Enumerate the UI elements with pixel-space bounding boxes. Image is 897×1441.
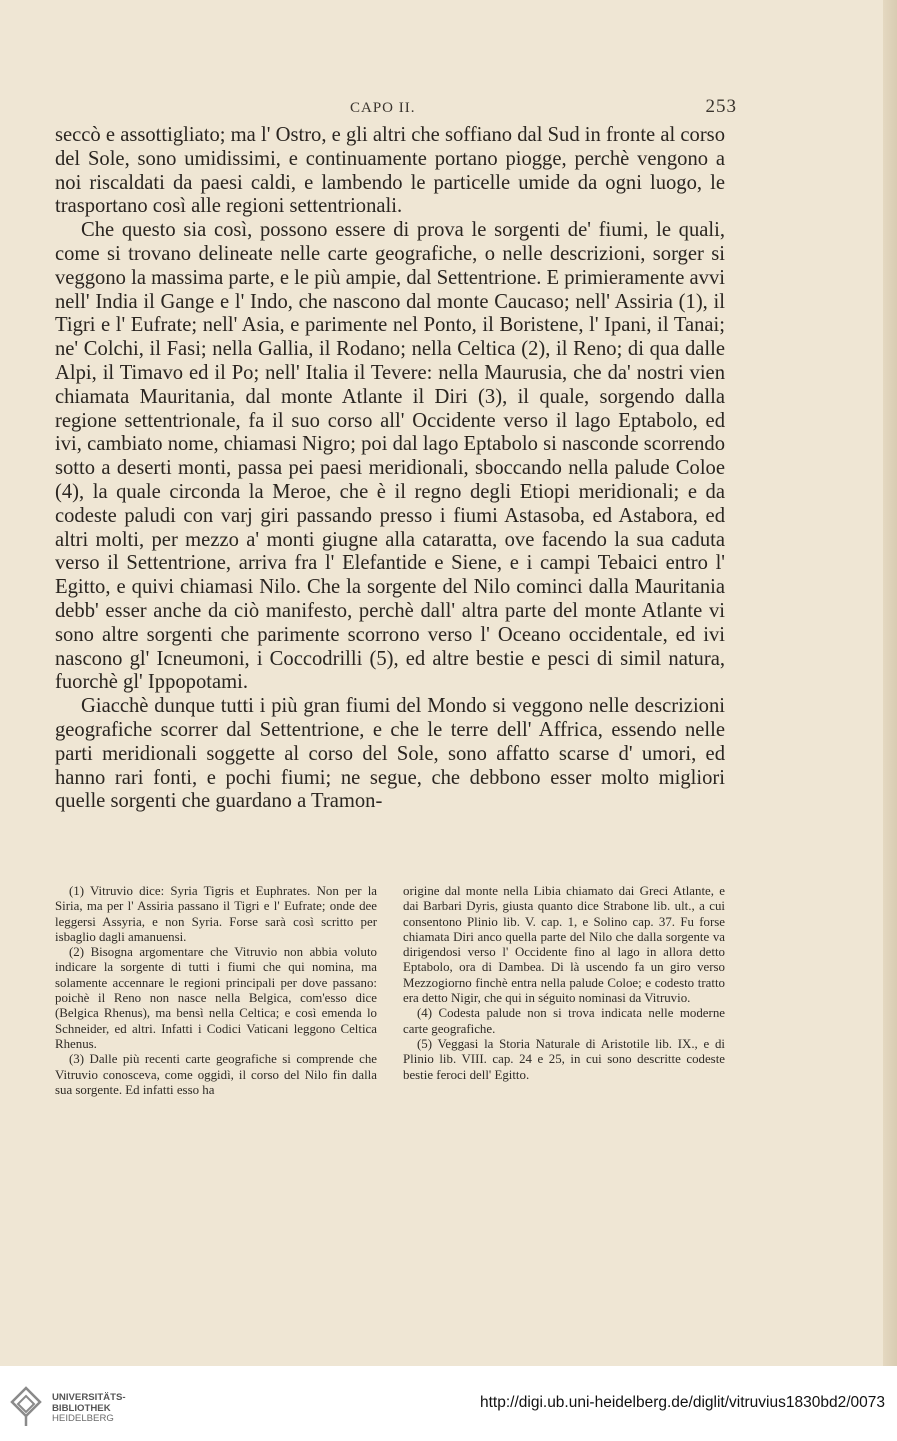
library-name-line: HEIDELBERG bbox=[52, 1413, 114, 1425]
footnotes-right-column bbox=[403, 884, 725, 1098]
paragraph: seccò e assottigliato; ma l' Ostro, e gli altri che soffiano dal Sud in fronte al corso del Sole, sono umidissimi, e continuamente portano piogge, perchè vengono a noi riscaldati da paesi caldi, e lambendo le particelle umide da ogni luogo, le trasportano così alle regioni settentrionali. bbox=[55, 124, 725, 218]
library-name-line: UNIVERSITÄTS- bbox=[52, 1392, 126, 1403]
page-url-link[interactable]: http://digi.ub.uni-heidelberg.de/diglit/vitruvius1830bd2/0073 bbox=[479, 1394, 885, 1411]
heidelberg-library-logo-icon bbox=[10, 1386, 42, 1428]
footer-bar bbox=[0, 1366, 897, 1441]
body-text bbox=[55, 124, 725, 814]
paragraph: Giacchè dunque tutti i più gran fiumi del Mondo si veggono nelle descrizioni geografiche scorrer dal Settentrione, e che le terre dell' Affrica, essendo nelle parti meridionali soggette al corso del Sole, sono affatto scarse d' umori, ed hanno rari fonti, e pochi fiumi; ne segue, che debbono esser molto migliori quelle sorgenti che guardano a Tramon- bbox=[55, 695, 725, 813]
running-head bbox=[0, 96, 897, 124]
footnote: (4) Codesta palude non si trova indicata nelle moderne carte geografiche. bbox=[403, 1006, 725, 1036]
page-edge bbox=[883, 0, 897, 1366]
chapter-title: CAPO II. bbox=[350, 100, 416, 116]
page-number: 253 bbox=[705, 96, 737, 117]
library-name bbox=[52, 1393, 126, 1425]
footnote: (1) Vitruvio dice: Syria Tigris et Euphrates. Non per la Siria, ma per l' Assiria passano il Tigri e l' Eufrate; onde dee leggersi Assyria, e non Syria. Forse sarà così scritto per isbaglio dagli amanuensi. bbox=[55, 884, 377, 944]
footnote: (3) Dalle più recenti carte geografiche si comprende che Vitruvio conosceva, come oggidì, il corso del Nilo fin dalla sua sorgente. Ed infatti esso ha bbox=[55, 1052, 377, 1097]
footnotes bbox=[55, 884, 725, 1098]
library-name-line: BIBLIOTHEK bbox=[52, 1402, 111, 1414]
footnotes-left-column bbox=[55, 884, 377, 1098]
footnote: (2) Bisogna argomentare che Vitruvio non abbia voluto indicare la sorgente di tutti i fiumi che qui nomina, ma solamente accennare le regioni principali per dove passano: poichè il Reno non nasce nella Belgica, com'esso dice (Belgica Rhenus), ma bensì nella Celtica; e così emenda lo Schneider, ed altri. Infatti i Codici Vaticani leggono Celtica Rhenus. bbox=[55, 945, 377, 1051]
footnote: (5) Veggasi la Storia Naturale di Aristotile lib. IX., e di Plinio lib. VIII. cap. 24 e 25, in cui sono descritte codeste bestie feroci dell' Egitto. bbox=[403, 1036, 725, 1082]
footnote: origine dal monte nella Libia chiamato dai Greci Atlante, e dai Barbari Dyris, giusta quanto dice Strabone lib. ult., a cui consentono Plinio lib. V. cap. 1, e Solino cap. 37. Fu forse chiamata Diri anco quella parte del Nilo che dalla sorgente va dirigendosi verso l' Occidente fino al lago in allora detto Eptabolo, ora di Dambea. Di là uscendo fa un giro verso Mezzogiorno finchè entra nella palude Coloe; e codesto tratto era detto Nigir, che qui in séguito nominasi da Vitruvio. bbox=[403, 884, 725, 1006]
paragraph: Che questo sia così, possono essere di prova le sorgenti de' fiumi, le quali, come si trovano delineate nelle carte geografiche, o nelle descrizioni, sorger si veggono la massima parte, e le più ampie, dal Settentrione. E primieramente avvi nell' India il Gange e l' Indo, che nascono dal monte Caucaso; nell' Assiria (1), il Tigri e l' Eufrate; nell' Asia, e parimente nel Ponto, il Boristene, l' Ipani, il Tanai; ne' Colchi, il Fasi; nella Gallia, il Rodano; nella Celtica (2), il Reno; di qua dalle Alpi, il Timavo ed il Po; nell' Italia il Tevere: nella Maurusia, che da' nostri vien chiamata Mauritania, dal monte Atlante il Diri (3), il quale, sorgendo dalla regione settentrionale, fa il suo corso all' Occidente verso il lago Eptabolo, ed ivi, cambiato nome, chiamasi Nigro; poi dal lago Eptabolo si nasconde scorrendo sotto a deserti monti, passa pei paesi meridionali, sboccando nella palude Coloe (4), la quale circonda la Meroe, che è il regno degli Etiopi meridionali; e da codeste paludi con varj giri passando presso i fiumi Astasoba, ed Astabora, ed altri molti, per mezzo a' monti giugne alla cataratta, ove facendo la sua caduta verso il Settentrione, arriva fra l' Elefantide e Siene, e i campi Tebaici entro l' Egitto, e quivi chiamasi Nilo. Che la sorgente del Nilo cominci dalla Mauritania debb' esser anche da ciò manifesto, perchè dall' altra parte del monte Atlante vi sono altre sorgenti che parimente scorrono verso l' Oceano occidentale, ed ivi nascono gl' Icneumoni, i Coccodrilli (5), ed altre bestie e pesci di simil natura, fuorchè gl' Ippopotami. bbox=[55, 219, 725, 694]
